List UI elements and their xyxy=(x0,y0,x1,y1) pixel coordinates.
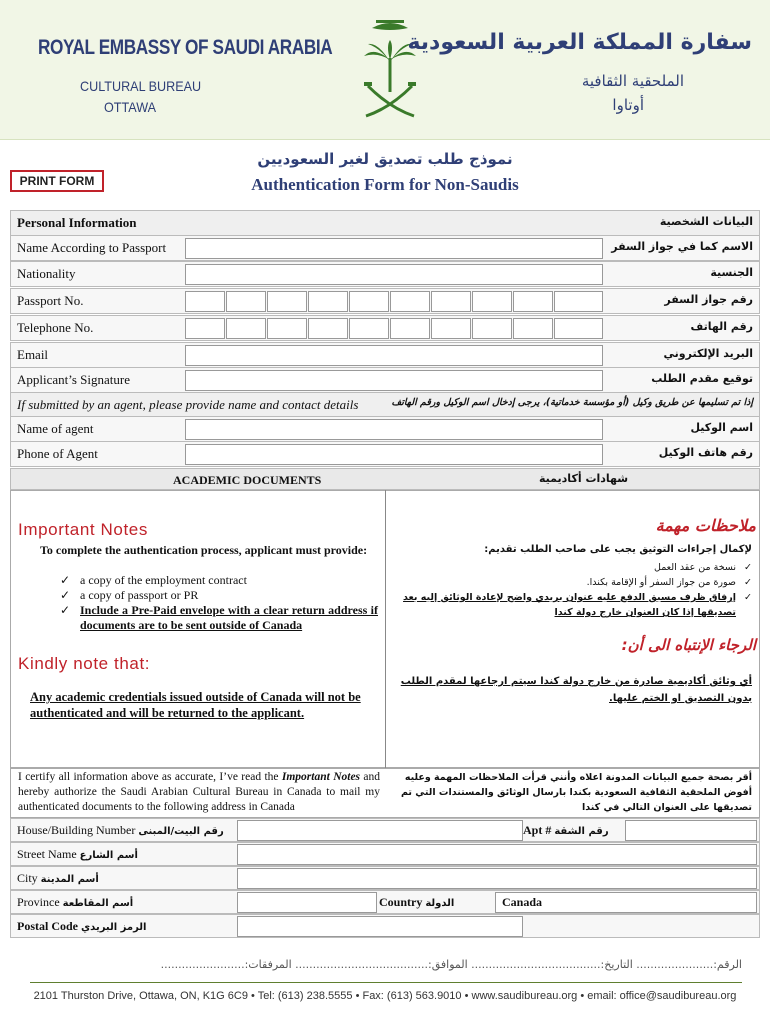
certification-emphasis: Important Notes xyxy=(281,771,361,783)
passport-label: Passport No. xyxy=(17,293,84,308)
city-row xyxy=(10,866,760,890)
name-label: Name According to Passport xyxy=(17,240,167,255)
kindly-note-text: Any academic credentials issued outside of Canada will not be authenticated and will be returned to the applicant. xyxy=(30,690,361,720)
province-label-ar: أسم المقاطعة xyxy=(62,898,134,909)
country-input[interactable] xyxy=(495,892,757,913)
section-title-en: Personal Information xyxy=(17,215,137,230)
telephone-digit-cell[interactable] xyxy=(554,318,603,339)
academic-title-ar: شهادات أكاديمية xyxy=(539,472,629,485)
certification-part2: and hereby authorize the Saudi Arabian Cultural Bureau in Canada to mail my authenticated documents to the following address in Canada xyxy=(18,771,381,813)
province-label-en: Province xyxy=(17,895,60,909)
form-title-ar: نموذج طلب تصديق لغير السعوديين xyxy=(257,150,513,168)
passport-row xyxy=(10,288,760,314)
personal-info-header xyxy=(10,210,760,236)
city-name-ar: أوتاوا xyxy=(612,96,644,114)
passport-label-ar: رقم جواز السفر xyxy=(664,293,753,306)
passport-digit-cell[interactable] xyxy=(267,291,307,312)
list-item: ✓ a copy of the employment contract xyxy=(60,573,378,588)
street-label-ar: أسم الشارع xyxy=(79,850,138,861)
important-notes-title: Important Notes xyxy=(18,520,148,539)
notes-list xyxy=(60,573,378,633)
certification-part1: I certify all information above as accurate, I’ve read the xyxy=(18,771,282,783)
telephone-label: Telephone No. xyxy=(17,320,94,335)
saudi-emblem-icon xyxy=(358,6,422,124)
office-use-line: الرقم:...................... التاريخ:..................................... الموافق:...................................... المرفقات:........................ xyxy=(160,958,742,971)
important-notes-title-ar: ملاحظات مهمة xyxy=(655,516,756,535)
agent-note-en: If submitted by an agent, please provide name and contact details xyxy=(17,397,359,412)
postal-code-label xyxy=(17,919,146,934)
agent-name-label: Name of agent xyxy=(17,421,94,436)
email-label-ar: البريد الإلكتروني xyxy=(663,347,753,360)
province-row xyxy=(10,890,760,914)
postal-code-label-en: Postal Code xyxy=(17,919,78,933)
country-label-en: Country xyxy=(379,895,423,909)
passport-digit-cell[interactable] xyxy=(390,291,430,312)
email-label: Email xyxy=(17,347,49,362)
telephone-label-ar: رقم الهاتف xyxy=(690,320,753,333)
telephone-row xyxy=(10,315,760,341)
embassy-name-ar: سفارة المملكة العربية السعودية xyxy=(407,30,752,55)
telephone-digit-cell[interactable] xyxy=(472,318,512,339)
signature-label-ar: توقيع مقدم الطلب xyxy=(651,372,753,385)
bureau-name-en: CULTURAL BUREAU xyxy=(80,78,202,94)
passport-digit-cell[interactable] xyxy=(226,291,266,312)
city-label-ar: أسم المدينة xyxy=(40,874,99,885)
agent-name-input[interactable] xyxy=(185,419,603,440)
house-number-label-ar: رقم البيت/المبنى xyxy=(138,826,224,837)
house-number-label xyxy=(17,823,224,838)
agent-phone-label: Phone of Agent xyxy=(17,446,98,461)
city-label-en: City xyxy=(17,871,38,885)
passport-digit-cell[interactable] xyxy=(349,291,389,312)
passport-digit-cell[interactable] xyxy=(308,291,348,312)
postal-code-row xyxy=(10,914,760,938)
academic-title-en: ACADEMIC DOCUMENTS xyxy=(173,473,322,487)
country-label-ar: الدولة xyxy=(425,898,455,909)
passport-digit-cell[interactable] xyxy=(554,291,603,312)
footer-contact: 2101 Thurston Drive, Ottawa, ON, K1G 6C9 • Tel: (613) 238.5555 • Fax: (613) 563.9010 • www.saudibureau.org • email: office@saudibureau.org xyxy=(33,990,737,1002)
house-number-input[interactable] xyxy=(237,820,523,841)
agent-phone-input[interactable] xyxy=(185,444,603,465)
signature-label: Applicant’s Signature xyxy=(17,372,131,387)
street-row xyxy=(10,842,760,866)
name-input[interactable] xyxy=(185,238,603,259)
telephone-digit-cell[interactable] xyxy=(349,318,389,339)
apt-input[interactable] xyxy=(625,820,757,841)
telephone-digit-cell[interactable] xyxy=(226,318,266,339)
nationality-label-ar: الجنسية xyxy=(710,266,753,279)
postal-code-label-ar: الرمز البريدي xyxy=(81,922,147,933)
list-item: ✓ Include a Pre-Paid envelope with a clear return address if documents are to be sent outside of Canada xyxy=(60,603,378,633)
kindly-note-title-ar: الرجاء الإنتباه الى أن: xyxy=(621,636,756,654)
telephone-digit-cell[interactable] xyxy=(267,318,307,339)
signature-input[interactable] xyxy=(185,370,603,391)
apt-label xyxy=(523,823,609,838)
name-label-ar: الاسم كما في جواز السفر xyxy=(611,240,753,253)
nationality-label: Nationality xyxy=(17,266,76,281)
bureau-name-ar: الملحقية الثقافية xyxy=(581,72,684,90)
print-form-button[interactable]: PRINT FORM xyxy=(10,170,104,192)
passport-digit-cell[interactable] xyxy=(431,291,471,312)
passport-digit-cell[interactable] xyxy=(472,291,512,312)
list-item: ✓ صورة من جواز السفر أو الإقامة بكندا. xyxy=(402,575,752,590)
notes-intro-ar: لإكمال إجراءات التوثيق يجب على صاحب الطلب تقديم: xyxy=(484,544,752,555)
street-label xyxy=(17,847,138,862)
signature-row xyxy=(10,367,760,393)
certification-text-ar: أقر بصحة جميع البيانات المدونة اعلاه وأنني قرأت الملاحظات المهمة وعليه أفوض الملحقية الثقافية السعودية بكندا بارسال الوثائق والمستندات التي تم تصديقها على العنوان التالي في كندا xyxy=(400,772,752,813)
notes-intro: To complete the authentication process, applicant must provide: xyxy=(40,543,368,557)
apt-label-ar: رقم الشقة xyxy=(554,826,609,837)
street-input[interactable] xyxy=(237,844,757,865)
nationality-input[interactable] xyxy=(185,264,603,285)
letterhead xyxy=(0,0,770,140)
academic-documents-header xyxy=(10,468,760,490)
passport-digit-cell[interactable] xyxy=(513,291,553,312)
agent-note-ar: إذا تم تسليمها عن طريق وكيل (أو مؤسسة خدماتية)، يرجى إدخال اسم الوكيل ورقم الهاتف xyxy=(391,397,753,408)
province-input[interactable] xyxy=(237,892,377,913)
city-label xyxy=(17,871,99,886)
agent-phone-row xyxy=(10,441,760,467)
country-label xyxy=(379,895,454,910)
embassy-name-en: ROYAL EMBASSY OF SAUDI ARABIA xyxy=(38,36,333,59)
section-title-ar: البيانات الشخصية xyxy=(659,215,753,228)
list-item: ✓ a copy of passport or PR xyxy=(60,588,378,603)
form-title-en: Authentication Form for Non-Saudis xyxy=(251,175,519,194)
list-item: ✓ إرفاق ظرف مسبق الدفع عليه عنوان بريدي واضح لإعادة الوثائق إليه بعد تصديقها إذا كان العنوان خارج دولة كندا xyxy=(402,590,752,620)
street-label-en: Street Name xyxy=(17,847,77,861)
email-row xyxy=(10,342,760,368)
certification-text-en xyxy=(18,770,380,815)
email-input[interactable] xyxy=(185,345,603,366)
name-row xyxy=(10,235,760,261)
city-input[interactable] xyxy=(237,868,757,889)
kindly-note-title: Kindly note that: xyxy=(18,654,151,673)
telephone-digit-cell[interactable] xyxy=(431,318,471,339)
apt-label-en: Apt # xyxy=(523,823,552,837)
notes-divider xyxy=(385,490,386,768)
telephone-digit-cell[interactable] xyxy=(308,318,348,339)
house-number-label-en: House/Building Number xyxy=(17,823,136,837)
agent-phone-label-ar: رقم هاتف الوكيل xyxy=(658,446,753,459)
list-item: ✓ نسخة من عقد العمل xyxy=(402,560,752,575)
telephone-digit-cell[interactable] xyxy=(513,318,553,339)
kindly-note-text-ar: أي وثائق أكاديمية صادرة من خارج دولة كندا سيتم ارجاعها لمقدم الطلب بدون التصديق او الختم عليها. xyxy=(400,676,752,704)
notes-list-ar xyxy=(402,560,752,620)
city-name-en: OTTAWA xyxy=(104,99,157,115)
footer-divider xyxy=(30,982,742,983)
passport-digit-cell[interactable] xyxy=(185,291,225,312)
agent-name-row xyxy=(10,416,760,442)
telephone-digit-cell[interactable] xyxy=(185,318,225,339)
postal-code-input[interactable] xyxy=(237,916,523,937)
telephone-digit-cell[interactable] xyxy=(390,318,430,339)
house-number-row xyxy=(10,818,760,842)
country-value: Canada xyxy=(502,895,543,909)
agent-name-label-ar: اسم الوكيل xyxy=(690,421,753,434)
agent-note-row xyxy=(10,392,760,418)
nationality-row xyxy=(10,261,760,287)
province-label xyxy=(17,895,133,910)
